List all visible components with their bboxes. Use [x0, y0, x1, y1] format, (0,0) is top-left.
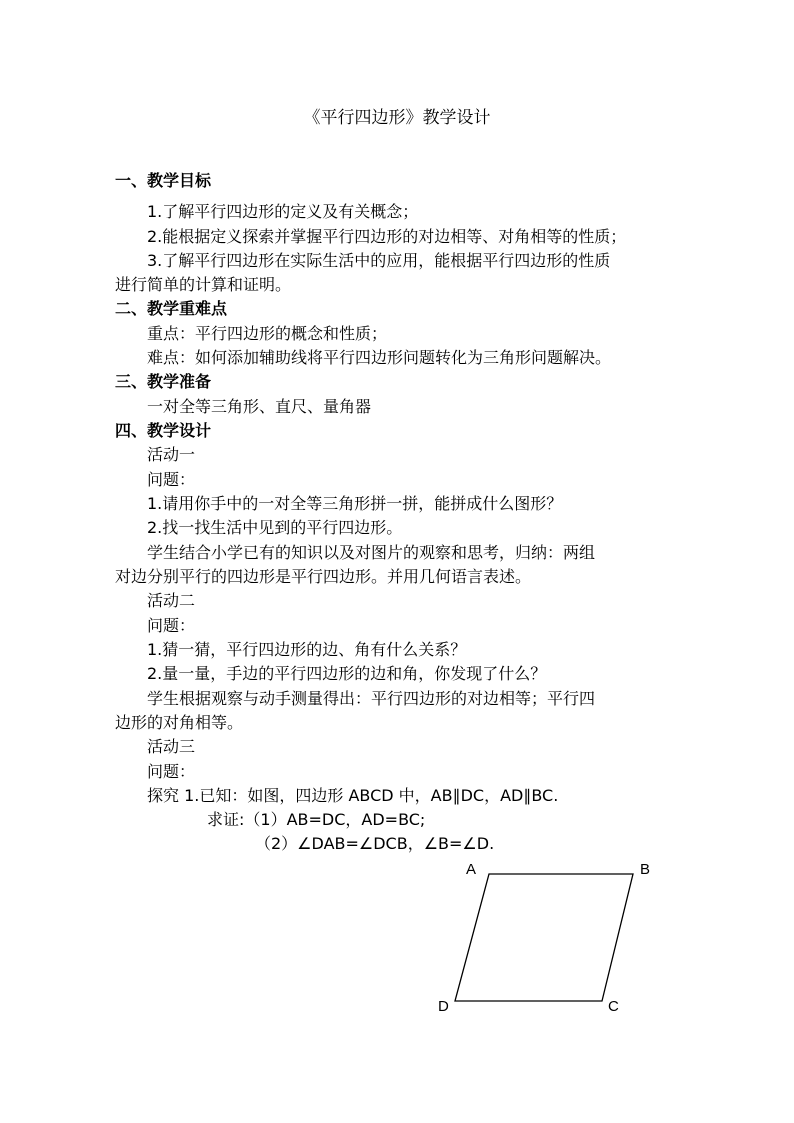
activity-1-question-label: 问题： [147, 470, 196, 489]
document-title: 《平行四边形》教学设计 [303, 108, 491, 128]
vertex-label-b: B [640, 861, 651, 878]
activity-3-label: 活动三 [147, 737, 196, 756]
exploration-1-prove-1: 求证:（1）AB=DC，AD=BC; [207, 810, 426, 829]
activity-1-question-2: 2.找一找生活中见到的平行四边形。 [147, 518, 403, 537]
activity-2-label: 活动二 [147, 591, 196, 610]
activity-3-question-label: 问题： [147, 762, 196, 781]
activity-1-question-1: 1.请用你手中的一对全等三角形拼一拼，能拼成什么图形？ [147, 494, 563, 513]
activity-2-question-1: 1.猜一猜，平行四边形的边、角有什么关系？ [147, 640, 467, 659]
parallelogram-figure [430, 852, 670, 1022]
activity-2-question-label: 问题： [147, 616, 196, 635]
exploration-1-given: 探究 1.已知：如图，四边形 ABCD 中，AB∥DC，AD∥BC. [147, 786, 559, 805]
preparation-line: 一对全等三角形、直尺、量角器 [147, 397, 372, 416]
section-heading-objectives: 一、教学目标 [115, 171, 212, 190]
section-heading-preparation: 三、教学准备 [115, 372, 212, 391]
parallelogram-diagram [430, 852, 670, 1022]
objective-item-3-cont: 进行简单的计算和证明。 [115, 275, 292, 294]
section-heading-design: 四、教学设计 [115, 421, 212, 440]
difficult-point-line: 难点：如何添加辅助线将平行四边形问题转化为三角形问题解决。 [147, 348, 612, 367]
section-heading-key-points: 二、教学重难点 [115, 299, 228, 318]
parallelogram-shape [455, 874, 633, 1001]
activity-1-label: 活动一 [147, 445, 196, 464]
objective-item-3: 3.了解平行四边形在实际生活中的应用，能根据平行四边形的性质 [147, 251, 611, 270]
activity-1-summary-cont: 对边分别平行的四边形是平行四边形。并用几何语言表述。 [115, 567, 532, 586]
vertex-label-d: D [438, 998, 449, 1015]
objective-item-1: 1.了解平行四边形的定义及有关概念； [147, 202, 419, 221]
vertex-label-c: C [608, 998, 619, 1015]
activity-2-summary: 学生根据观察与动手测量得出：平行四边形的对边相等；平行四 [147, 689, 596, 708]
exploration-1-prove-2: （2）∠DAB=∠DCB，∠B=∠D. [255, 834, 495, 853]
activity-2-summary-cont: 边形的对角相等。 [115, 713, 244, 732]
activity-1-summary: 学生结合小学已有的知识以及对图片的观察和思考，归纳：两组 [147, 543, 596, 562]
key-point-line: 重点：平行四边形的概念和性质； [147, 324, 388, 343]
vertex-label-a: A [466, 861, 477, 878]
activity-2-question-2: 2.量一量，手边的平行四边形的边和角，你发现了什么？ [147, 664, 547, 683]
objective-item-2: 2.能根据定义探索并掌握平行四边形的对边相等、对角相等的性质； [147, 227, 627, 246]
